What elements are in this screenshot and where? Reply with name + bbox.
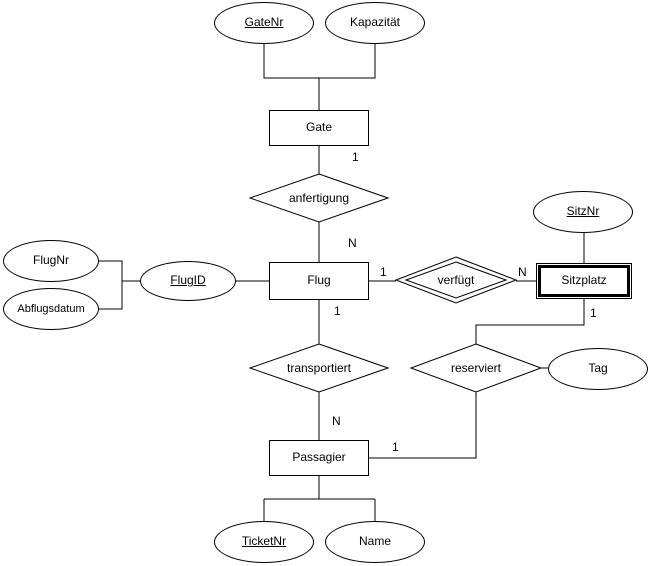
attribute-gatenr-label: GateNr	[244, 15, 284, 30]
entity-passagier[interactable]	[269, 440, 369, 476]
relationship-transportiert[interactable]	[250, 344, 388, 392]
cardinality-reserviert-passagier: 1	[392, 440, 399, 454]
attribute-sitznr[interactable]	[533, 191, 633, 233]
cardinality-flug-transportiert: 1	[334, 304, 341, 318]
entity-passagier-label: Passagier	[292, 450, 346, 465]
cardinality-sitzplatz-reserviert: 1	[590, 306, 597, 320]
attribute-kapazitaet-label: Kapazität	[349, 15, 401, 30]
attribute-ticketnr[interactable]	[214, 521, 314, 563]
cardinality-anfertigung-flug: N	[348, 236, 357, 250]
attribute-flugnr[interactable]	[3, 240, 99, 282]
relationship-verfuegt-label: verfügt	[437, 273, 475, 287]
line-attrs-gate	[264, 44, 375, 78]
entity-gate[interactable]	[269, 110, 369, 146]
entity-flug[interactable]	[269, 262, 369, 300]
attribute-tag-label: Tag	[588, 361, 608, 376]
relationship-reserviert[interactable]	[411, 344, 541, 392]
cardinality-flug-verfuegt: 1	[380, 265, 387, 279]
attribute-abflugsdatum[interactable]	[3, 288, 99, 330]
attribute-flugnr-label: FlugNr	[32, 253, 69, 268]
cardinality-verfuegt-sitzplatz: N	[518, 265, 527, 279]
attribute-tag[interactable]	[548, 348, 648, 390]
relationship-anfertigung-label: anfertigung	[288, 191, 350, 205]
attribute-kapazitaet[interactable]	[325, 2, 425, 44]
relationship-verfuegt[interactable]	[396, 257, 516, 303]
attribute-ticketnr-label: TicketNr	[241, 534, 287, 549]
cardinality-transportiert-passagier: N	[332, 414, 341, 428]
attribute-flugid[interactable]	[140, 261, 236, 301]
cardinality-gate-anfertigung: 1	[352, 150, 359, 164]
entity-flug-label: Flug	[307, 273, 331, 288]
attribute-gatenr[interactable]	[214, 2, 314, 44]
attribute-abflugsdatum-label: Abflugsdatum	[17, 302, 85, 315]
attribute-flugid-label: FlugID	[170, 273, 206, 288]
line-flugid-abflugsdatum	[99, 281, 122, 309]
relationship-anfertigung[interactable]	[250, 174, 388, 222]
line-sitzplatz-reserviert	[476, 299, 584, 344]
attribute-name-label: Name	[358, 534, 391, 549]
line-reserviert-passagier	[369, 392, 476, 458]
attribute-sitznr-label: SitzNr	[566, 204, 600, 219]
attribute-name[interactable]	[325, 521, 425, 563]
relationship-reserviert-label: reserviert	[450, 361, 501, 375]
line-flugid-flugnr	[99, 261, 140, 281]
relationship-transportiert-label: transportiert	[286, 361, 352, 375]
entity-sitzplatz[interactable]	[536, 263, 632, 299]
entity-sitzplatz-label: Sitzplatz	[561, 273, 607, 288]
entity-gate-label: Gate	[305, 120, 332, 135]
